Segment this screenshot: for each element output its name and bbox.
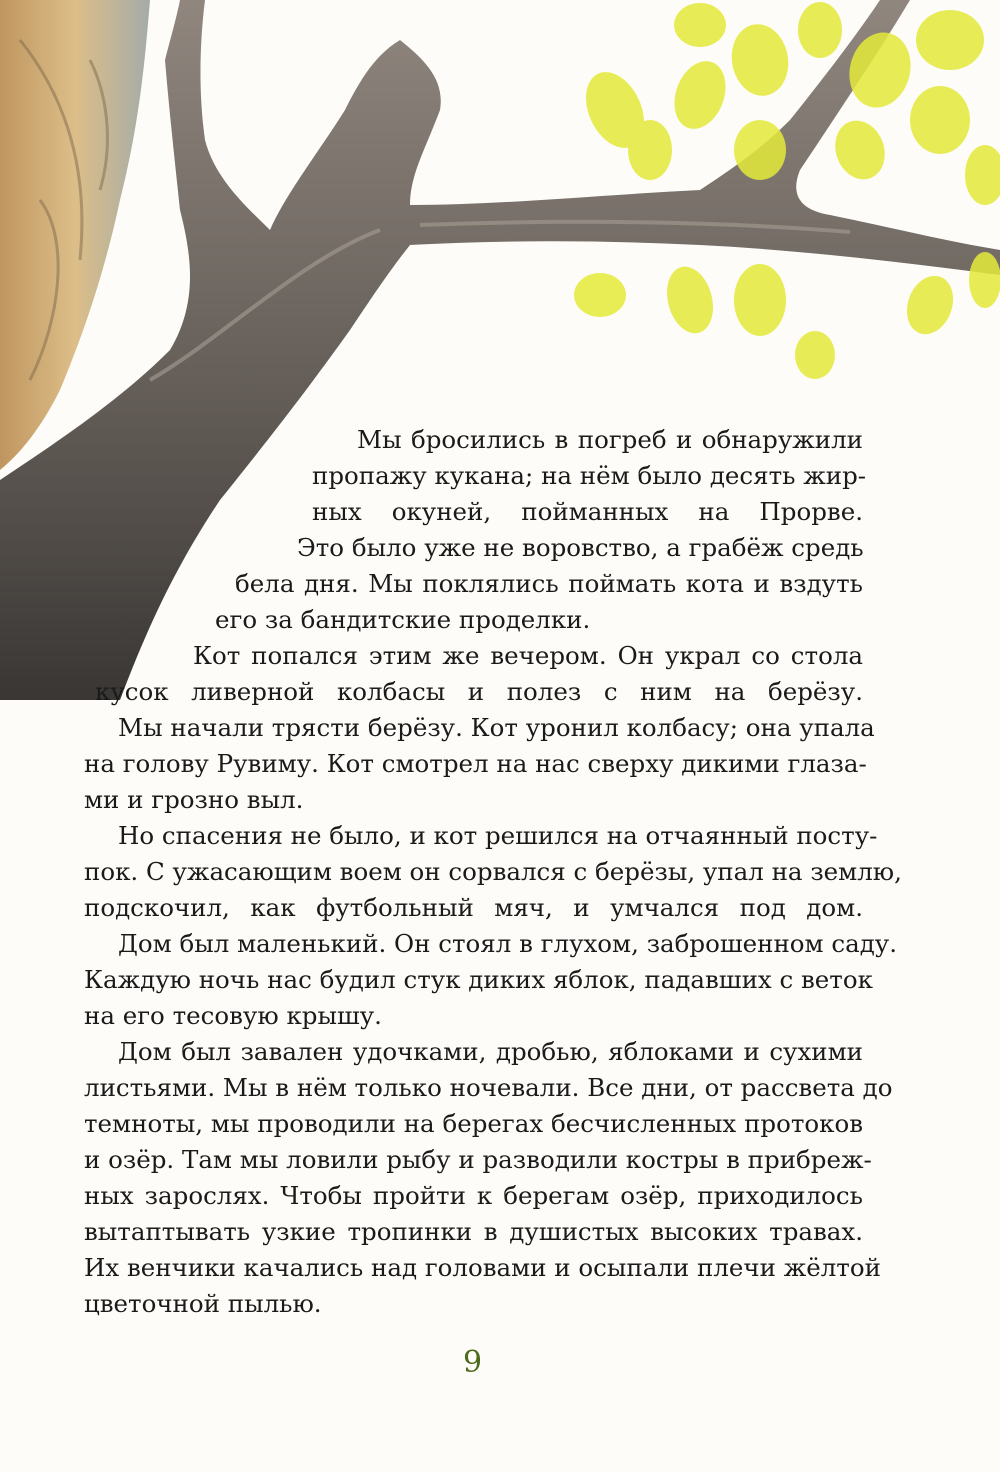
text-line: цветочной пылью. — [84, 1289, 322, 1318]
text-line: Мы бросились в погреб и обнаружили — [357, 425, 863, 454]
text-line: Это было уже не воровство, а грабёж средь — [297, 533, 864, 562]
text-line: на голову Рувиму. Кот смотрел на нас сверху дикими глаза- — [84, 749, 867, 778]
text-line: Кот попался этим же вечером. Он украл со стола — [193, 641, 863, 670]
text-line: ных зарослях. Чтобы пройти к берегам озёр, приходилось — [84, 1181, 863, 1210]
text-line: кусок ливерной колбасы и полез с ним на берёзу. — [95, 677, 863, 706]
text-line: бела дня. Мы поклялись поймать кота и вздуть — [235, 569, 863, 598]
text-line: Мы начали трясти берёзу. Кот уронил колбасу; она упала — [118, 713, 875, 742]
text-line: Дом был маленький. Он стоял в глухом, заброшенном саду. — [118, 929, 897, 958]
text-line: Каждую ночь нас будил стук диких яблок, падавших с веток — [84, 965, 873, 994]
text-line: темноты, мы проводили на берегах бесчисленных протоков — [84, 1109, 863, 1138]
text-line: ных окуней, пойманных на Прорве. — [312, 497, 863, 526]
text-line: Но спасения не было, и кот решился на отчаянный посту- — [118, 821, 878, 850]
text-line: Дом был завален удочками, дробью, яблоками и сухими — [118, 1037, 863, 1066]
text-line: подскочил, как футбольный мяч, и умчался под дом. — [84, 893, 863, 922]
text-line: на его тесовую крышу. — [84, 1001, 382, 1030]
text-line: ми и грозно выл. — [84, 785, 304, 814]
text-line: Их венчики качались над головами и осыпали плечи жёлтой — [84, 1253, 881, 1282]
text-line: его за бандитские проделки. — [215, 605, 591, 634]
text-line: пок. С ужасающим воем он сорвался с берёзы, упал на землю, — [84, 857, 902, 886]
page-number: 9 — [462, 1345, 483, 1380]
text-line: и озёр. Там мы ловили рыбу и разводили костры в прибреж- — [84, 1145, 872, 1174]
text-line: вытаптывать узкие тропинки в душистых высоких травах. — [84, 1217, 863, 1246]
text-line: пропажу кукана; на нём было десять жир- — [312, 461, 867, 490]
text-line: листьями. Мы в нём только ночевали. Все дни, от рассвета до — [84, 1073, 893, 1102]
